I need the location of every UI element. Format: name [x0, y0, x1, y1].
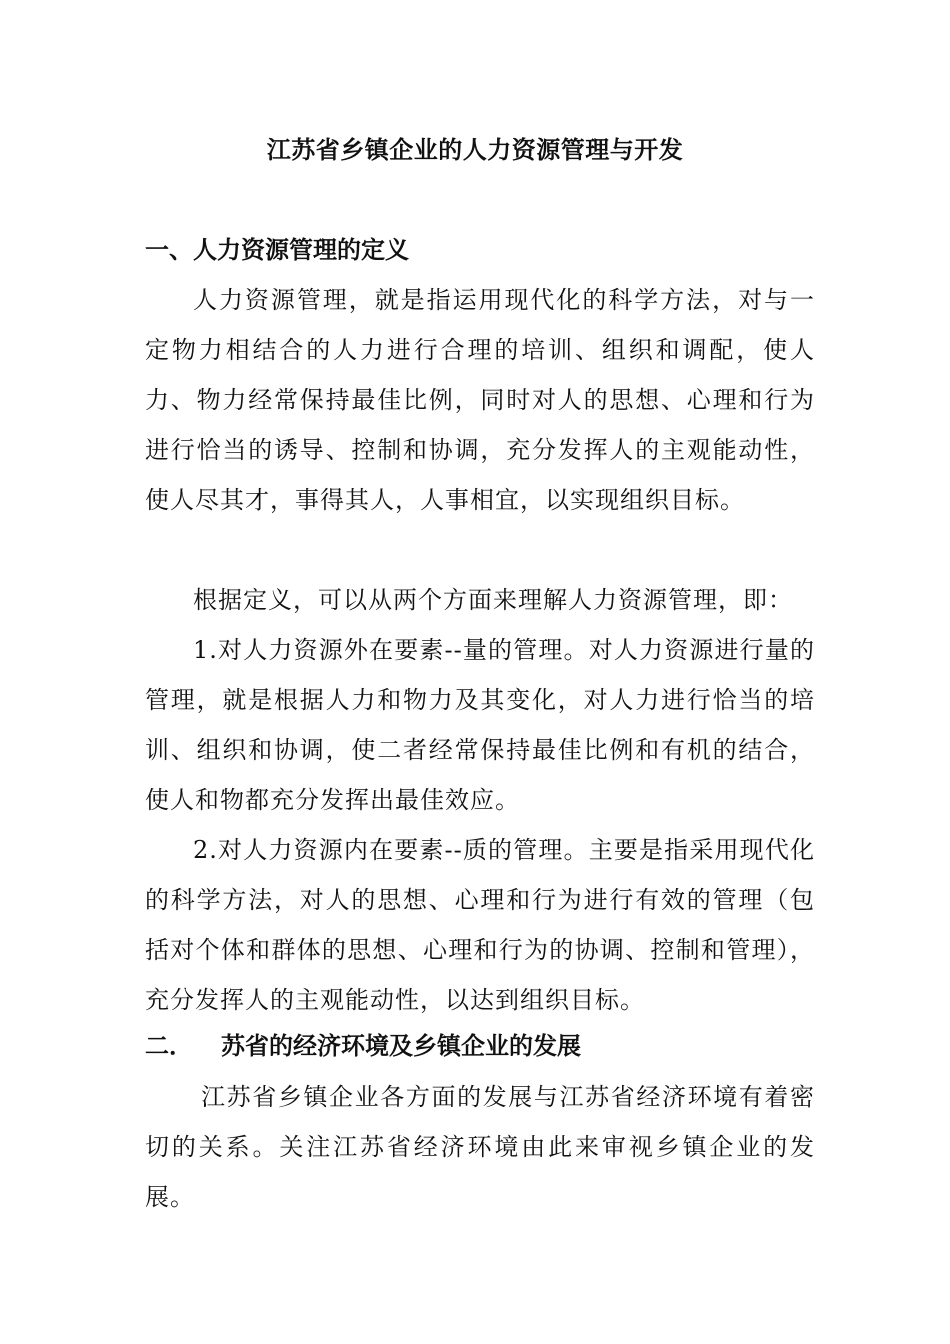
section-2-heading-number: 二． [145, 1032, 193, 1060]
section-2-heading [145, 1026, 825, 1066]
section-1-paragraph-definition: 人力资源管理，就是指运用现代化的科学方法，对与一定物力相结合的人力进行合理的培训、组织和调配，使人力、物力经常保持最佳比例，同时对人的思想、心理和行为进行恰当的诱导、控制和协调，充分发挥人的主观能动性，使人尽其才，事得其人，人事相宜，以实现组织目标。 [145, 286, 815, 514]
section-1-paragraph-quantity: 1.对人力资源外在要素--量的管理。对人力资源进行量的管理，就是根据人力和物力及其变化，对人力进行恰当的培训、组织和协调，使二者经常保持最佳比例和有机的结合，使人和物都充分发挥出最佳效应。 [145, 636, 815, 814]
document-title: 江苏省乡镇企业的人力资源管理与开发 [266, 136, 684, 164]
section-2-paragraph: 江苏省乡镇企业各方面的发展与江苏省经济环境有着密切的关系。关注江苏省经济环境由此来审视乡镇企业的发展。 [145, 1083, 815, 1211]
section-1-paragraph-quality: 2.对人力资源内在要素--质的管理。主要是指采用现代化的科学方法，对人的思想、心理和行为进行有效的管理（包括对个体和群体的思想、心理和行为的协调、控制和管理），充分发挥人的主观能动性，以达到组织目标。 [145, 836, 815, 1014]
section-1-paragraph-intro: 根据定义，可以从两个方面来理解人力资源管理，即： [193, 586, 793, 614]
section-2-heading-text: 苏省的经济环境及乡镇企业的发展 [221, 1032, 581, 1060]
section-1-heading: 一、人力资源管理的定义 [145, 236, 409, 264]
